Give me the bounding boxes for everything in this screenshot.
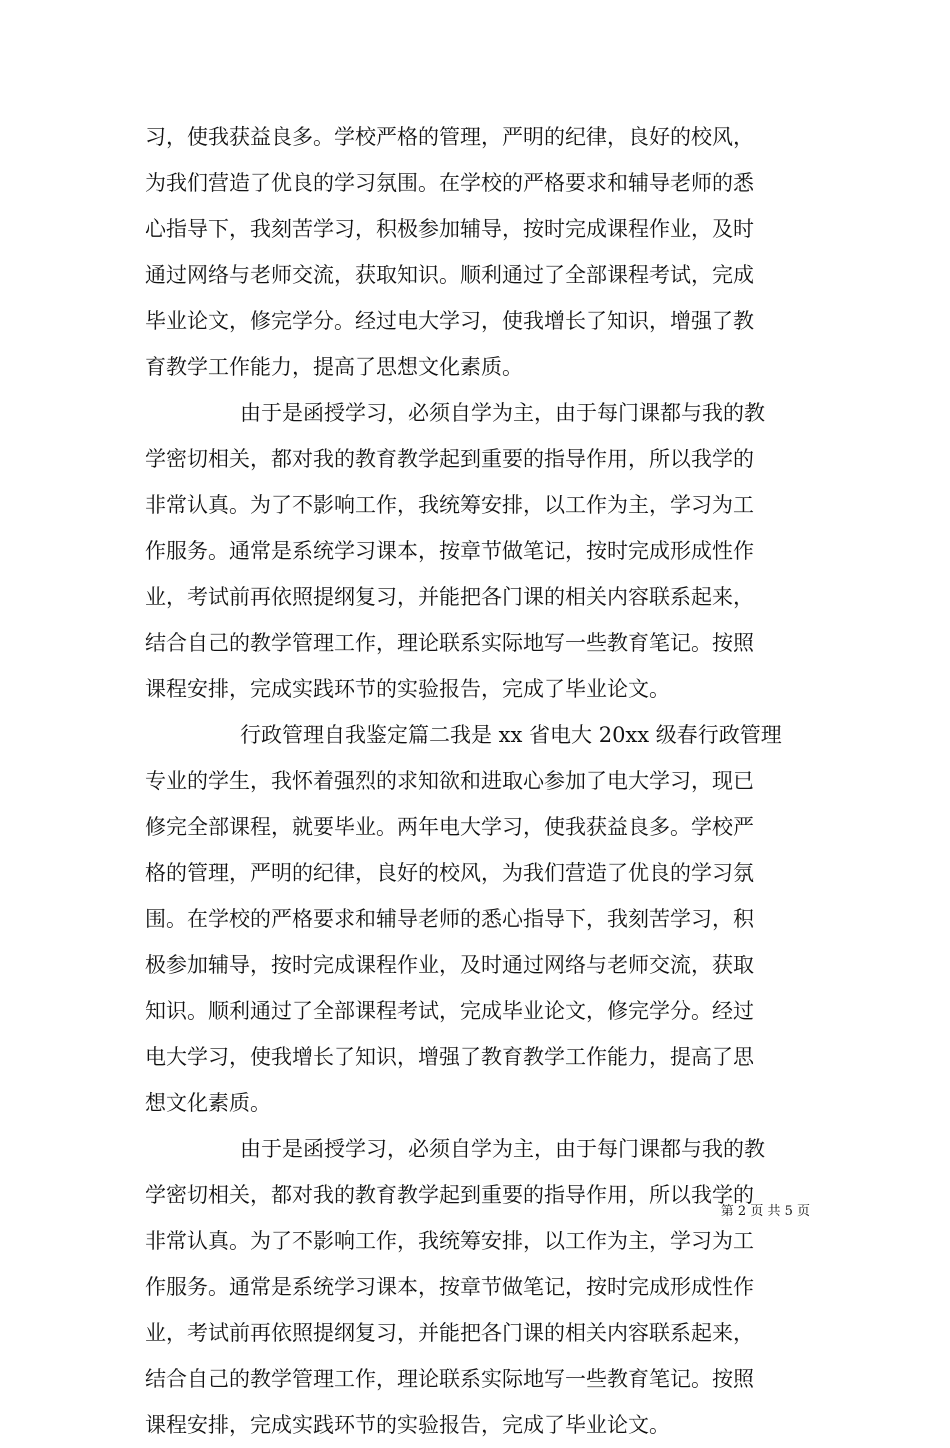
text-line: 课程安排，完成实践环节的实验报告，完成了毕业论文。 <box>145 1413 670 1437</box>
text-line: 行政管理自我鉴定篇二我是 xx 省电大 20xx 级春行政管理 <box>240 723 782 747</box>
text-line: 毕业论文，修完学分。经过电大学习，使我增长了知识，增强了教 <box>145 309 754 333</box>
text-line: 专业的学生，我怀着强烈的求知欲和进取心参加了电大学习，现已 <box>145 769 754 793</box>
text-line: 电大学习，使我增长了知识，增强了教育教学工作能力，提高了思 <box>145 1045 754 1069</box>
body-text <box>145 114 810 1448</box>
text-line: 学密切相关，都对我的教育教学起到重要的指导作用，所以我学的 <box>145 1183 754 1207</box>
text-line: 课程安排，完成实践环节的实验报告，完成了毕业论文。 <box>145 677 670 701</box>
text-line: 知识。顺利通过了全部课程考试，完成毕业论文，修完学分。经过 <box>145 999 754 1023</box>
text-line: 为我们营造了优良的学习氛围。在学校的严格要求和辅导老师的悉 <box>145 171 754 195</box>
text-line: 非常认真。为了不影响工作，我统筹安排，以工作为主，学习为工 <box>145 493 754 517</box>
text-line: 通过网络与老师交流，获取知识。顺利通过了全部课程考试，完成 <box>145 263 754 287</box>
page-number: 第 2 页 共 5 页 <box>720 1204 810 1219</box>
text-line: 格的管理，严明的纪律，良好的校风，为我们营造了优良的学习氛 <box>145 861 754 885</box>
text-line: 心指导下，我刻苦学习，积极参加辅导，按时完成课程作业，及时 <box>145 217 754 241</box>
text-line: 由于是函授学习，必须自学为主，由于每门课都与我的教 <box>240 401 765 425</box>
text-line: 非常认真。为了不影响工作，我统筹安排，以工作为主，学习为工 <box>145 1229 754 1253</box>
text-line: 想文化素质。 <box>145 1091 271 1115</box>
text-line: 极参加辅导，按时完成课程作业，及时通过网络与老师交流，获取 <box>145 953 754 977</box>
text-line: 业，考试前再依照提纲复习，并能把各门课的相关内容联系起来， <box>145 585 754 609</box>
text-line: 业，考试前再依照提纲复习，并能把各门课的相关内容联系起来， <box>145 1321 754 1345</box>
text-line: 作服务。通常是系统学习课本，按章节做笔记，按时完成形成性作 <box>145 1275 754 1299</box>
text-line: 习，使我获益良多。学校严格的管理，严明的纪律，良好的校风， <box>145 125 754 149</box>
text-line: 由于是函授学习，必须自学为主，由于每门课都与我的教 <box>240 1137 765 1161</box>
text-line: 学密切相关，都对我的教育教学起到重要的指导作用，所以我学的 <box>145 447 754 471</box>
text-line: 结合自己的教学管理工作，理论联系实际地写一些教育笔记。按照 <box>145 1367 754 1391</box>
text-line: 修完全部课程，就要毕业。两年电大学习，使我获益良多。学校严 <box>145 815 754 839</box>
text-line: 结合自己的教学管理工作，理论联系实际地写一些教育笔记。按照 <box>145 631 754 655</box>
text-line: 作服务。通常是系统学习课本，按章节做笔记，按时完成形成性作 <box>145 539 754 563</box>
text-line: 围。在学校的严格要求和辅导老师的悉心指导下，我刻苦学习，积 <box>145 907 754 931</box>
text-line: 育教学工作能力，提高了思想文化素质。 <box>145 355 523 379</box>
